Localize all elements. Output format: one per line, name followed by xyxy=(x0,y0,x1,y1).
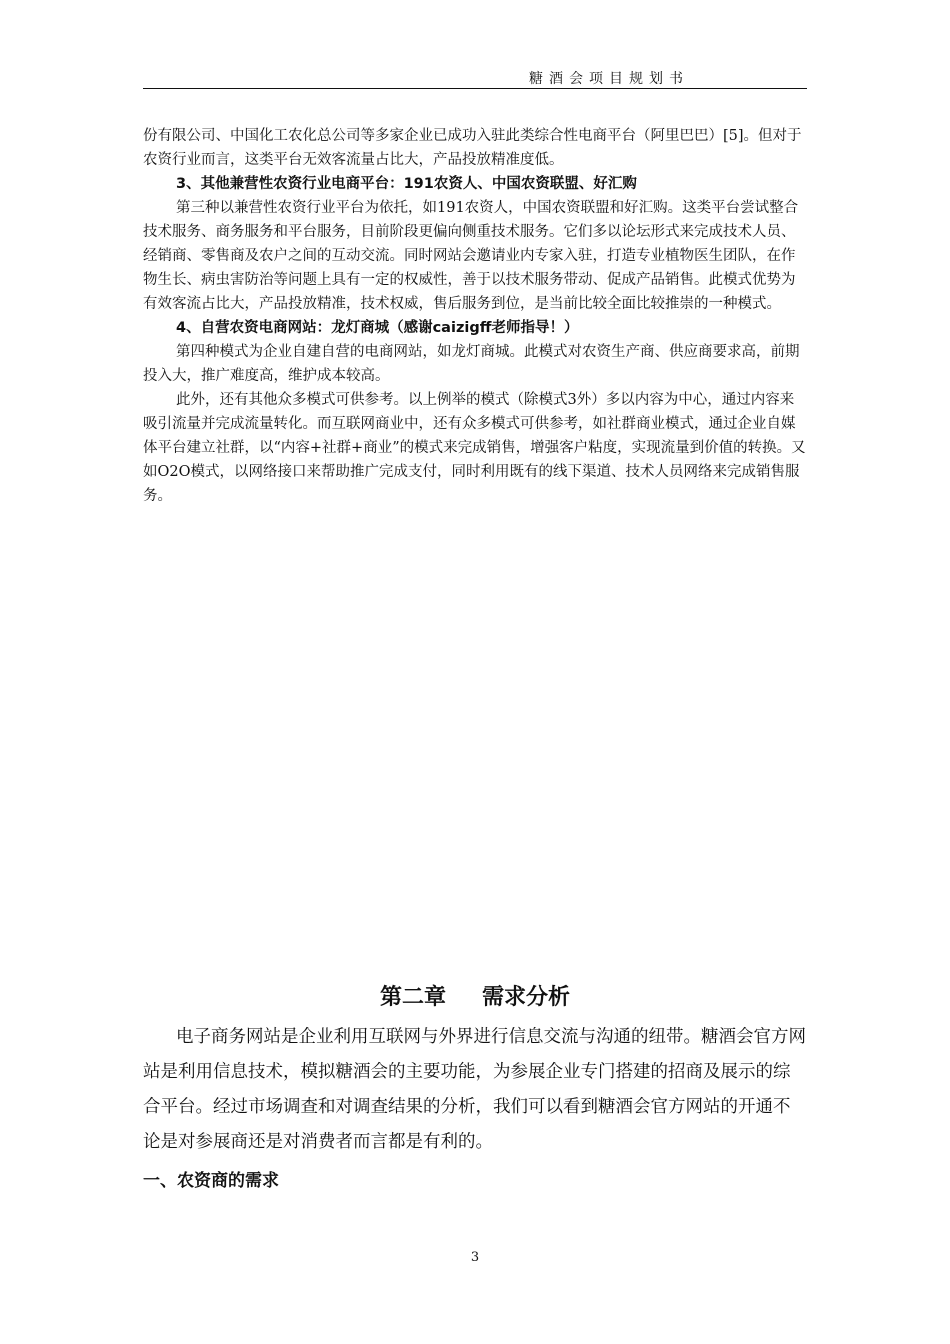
heading-agri-supplier-needs: 一、农资商的需求 xyxy=(143,1171,279,1191)
page-number: 3 xyxy=(470,1250,480,1265)
paragraph-demand-intro: 电子商务网站是企业利用互联网与外界进行信息交流与沟通的纽带。糖酒会官方网站是利用信息技术，模拟糖酒会的主要功能，为参展企业专门搭建的招商及展示的综合平台。经过市场调查和对调查结果的分析，我们可以看到糖酒会官方网站的开通不论是对参展商还是对消费者而言都是有利的。 xyxy=(143,1027,806,1152)
subheading-model-4: 4、自营农资电商网站：龙灯商城（感谢caizigff老师指导！） xyxy=(176,320,579,336)
chapter-number: 第二章 xyxy=(379,985,446,1010)
chapter-title: 需求分析 xyxy=(482,985,571,1010)
subheading-model-3: 3、其他兼营性农资行业电商平台：191农资人、中国农资联盟、好汇购 xyxy=(176,176,637,192)
paragraph-model-3: 第三种以兼营性农资行业平台为依托，如191农资人，中国农资联盟和好汇购。这类平台尝试整合技术服务、商务服务和平台服务，目前阶段更偏向侧重技术服务。它们多以论坛形式来完成技术人员、经销商、零售商及农户之间的互动交流。同时网站会邀请业内专家入驻，打造专业植物医生团队，在作物生长、病虫害防治等问题上具有一定的权威性，善于以技术服务带动、促成产品销售。此模式优势为有效客流占比大，产品投放精准，技术权威，售后服务到位，是当前比较全面比较推崇的一种模式。 xyxy=(143,200,799,312)
section-demand-analysis xyxy=(143,1020,807,1160)
section-ecommerce-models xyxy=(143,124,807,508)
running-header-title: 糖酒会项目规划书 xyxy=(529,71,689,87)
paragraph-model-4: 第四种模式为企业自建自营的电商网站，如龙灯商城。此模式对农资生产商、供应商要求高，前期投入大，推广难度高，维护成本较高。 xyxy=(143,344,800,384)
chapter-heading xyxy=(143,980,807,1011)
header-rule xyxy=(143,88,807,89)
paragraph-other-models: 此外，还有其他众多模式可供参考。以上例举的模式（除模式3外）多以内容为中心，通过内容来吸引流量并完成流量转化。而互联网商业中，还有众多模式可供参考，如社群商业模式，通过企业自媒体平台建立社群，以“内容+社群+商业”的模式来完成销售，增强客户粘度，实现流量到价值的转换。又如O2O模式，以网络接口来帮助推广完成支付，同时利用既有的线下渠道、技术人员网络来完成销售服务。 xyxy=(143,392,806,504)
paragraph-intro: 份有限公司、中国化工农化总公司等多家企业已成功入驻此类综合性电商平台（阿里巴巴）[5]。但对于农资行业而言，这类平台无效客流量占比大，产品投放精准度低。 xyxy=(143,128,802,168)
